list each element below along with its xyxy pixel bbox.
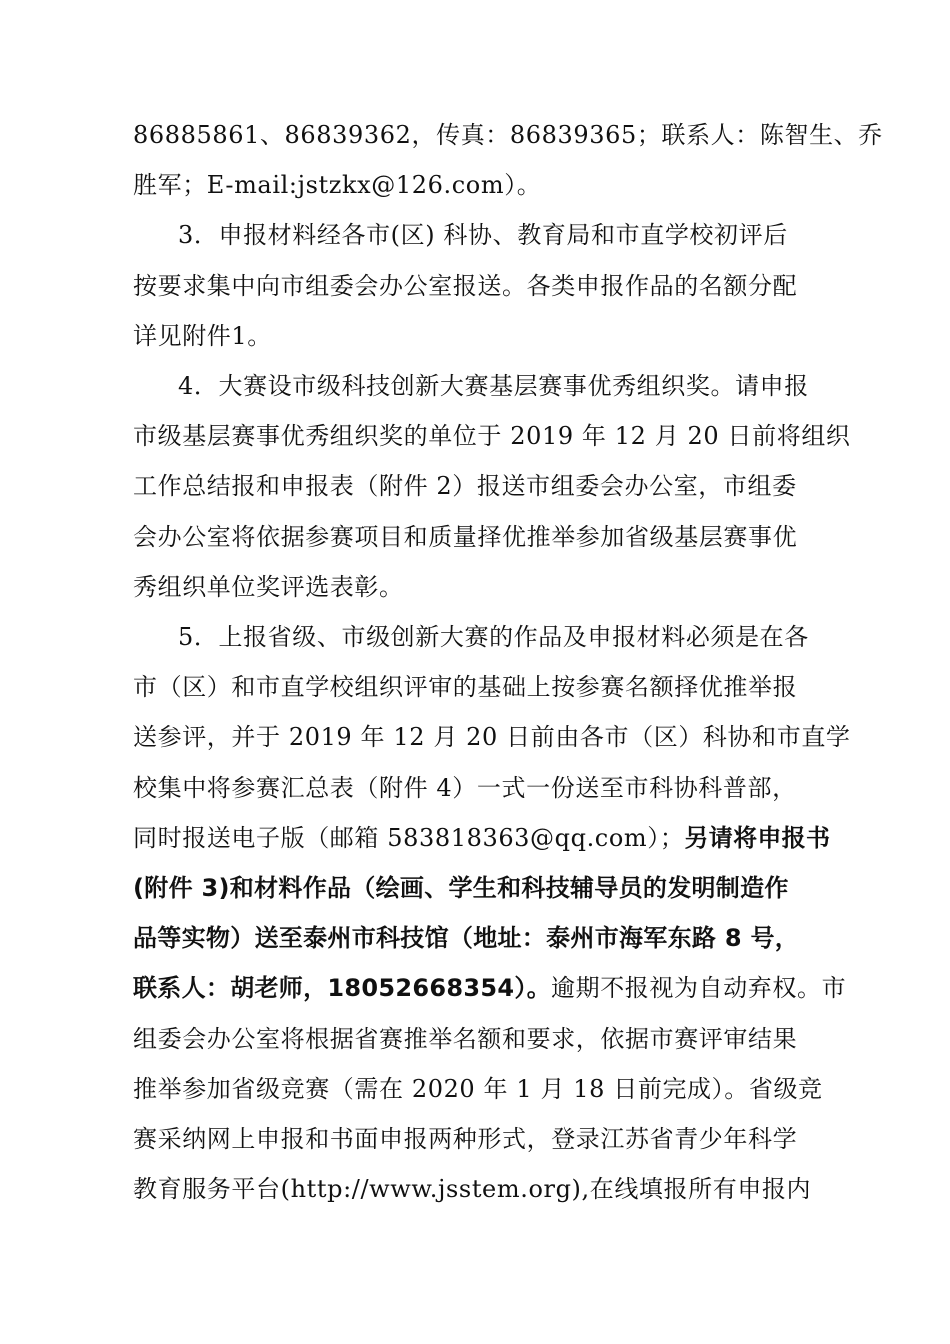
text-line — [133, 863, 833, 913]
text-line — [133, 1114, 833, 1164]
text-segment: 赛采纳网上申报和书面申报两种形式，登录江苏省青少年科学 — [133, 1125, 798, 1153]
text-line — [133, 913, 833, 963]
text-segment: 组委会办公室将根据省赛推举名额和要求，依据市赛评审结果 — [133, 1024, 798, 1053]
text-segment: 工作总结报和申报表（附件 2）报送市组委会办公室，市组委 — [133, 472, 797, 501]
text-segment: 会办公室将依据参赛项目和质量择优推举参加省级基层赛事优 — [133, 522, 798, 551]
bold-text-segment: 另请将申报书 — [684, 823, 831, 852]
text-line — [133, 461, 833, 511]
text-segment: 胜军；E-mail:jstzkx@126.com）。 — [133, 171, 542, 200]
text-segment: 3．申报材料经各市(区) 科协、教育局和市直学校初评后 — [178, 221, 788, 250]
text-line — [133, 512, 833, 562]
text-line — [133, 662, 833, 712]
text-line — [133, 261, 833, 311]
text-segment: 86885861、86839362，传真：86839365；联系人：陈智生、乔 — [133, 121, 883, 149]
text-segment: 详见附件1。 — [133, 321, 272, 350]
text-segment: 5．上报省级、市级创新大赛的作品及申报材料必须是在各 — [178, 623, 809, 651]
text-line — [133, 160, 833, 210]
text-line — [133, 712, 851, 762]
text-line — [178, 210, 833, 260]
text-segment: 教育服务平台(http://www.jsstem.org),在线填报所有申报内 — [133, 1175, 812, 1204]
bold-text-segment: 联系人：胡老师，18052668354）。 — [133, 974, 551, 1003]
bold-text-segment: (附件 3)和材料作品（绘画、学生和科技辅导员的发明制造作 — [133, 874, 789, 902]
text-line — [133, 562, 833, 612]
text-line — [133, 813, 833, 863]
text-line — [133, 311, 833, 361]
text-segment: 逾期不报视为自动弃权。市 — [551, 974, 847, 1003]
text-line — [178, 612, 833, 662]
text-segment: 按要求集中向市组委会办公室报送。各类申报作品的名额分配 — [133, 271, 798, 300]
text-line — [133, 1064, 833, 1114]
text-segment: 推举参加省级竞赛（需在 2020 年 1 月 18 日前完成）。省级竞 — [133, 1074, 823, 1103]
text-line — [133, 1164, 833, 1214]
text-segment: 市（区）和市直学校组织评审的基础上按参赛名额择优推举报 — [133, 673, 798, 702]
text-line — [133, 763, 833, 813]
text-line — [133, 110, 883, 160]
text-segment: 市级基层赛事优秀组织奖的单位于 2019 年 12 月 20 日前将组织 — [133, 422, 851, 451]
text-line — [133, 1014, 833, 1064]
text-line — [133, 411, 851, 461]
text-segment: 同时报送电子版（邮箱 583818363@qq.com）； — [133, 823, 685, 852]
text-line — [178, 361, 833, 411]
text-segment: 送参评，并于 2019 年 12 月 20 日前由各市（区）科协和市直学 — [133, 723, 851, 752]
text-segment: 4．大赛设市级科技创新大赛基层赛事优秀组织奖。请申报 — [178, 372, 809, 400]
text-segment: 校集中将参赛汇总表（附件 4）一式一份送至市科协科普部， — [133, 773, 797, 802]
text-line — [133, 963, 847, 1013]
bold-text-segment: 品等实物）送至泰州市科技馆（地址：泰州市海军东路 8 号， — [133, 924, 800, 953]
text-segment: 秀组织单位奖评选表彰。 — [133, 572, 404, 601]
